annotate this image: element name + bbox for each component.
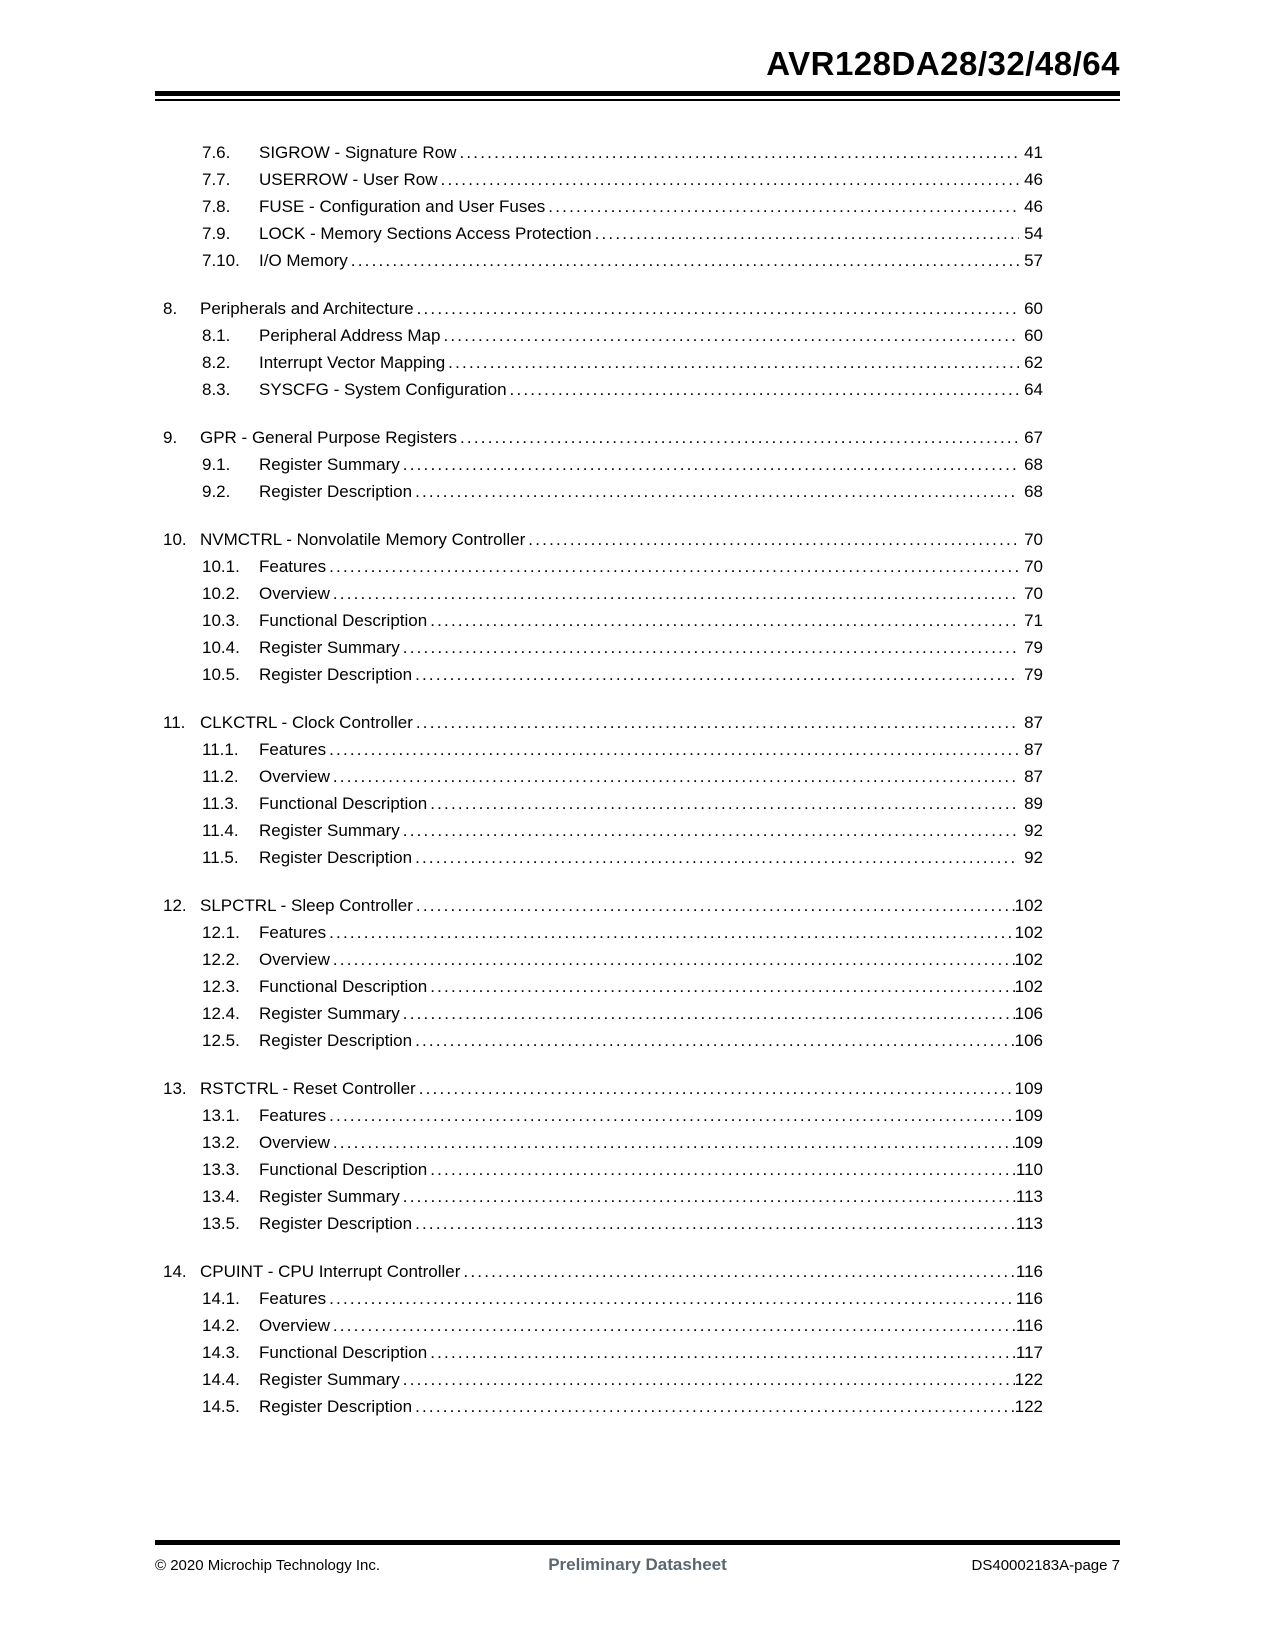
toc-entry-title: Features: [259, 1106, 327, 1125]
toc-leader-dots: [326, 1285, 1016, 1312]
toc-entry-title: USERROW - User Row: [259, 170, 438, 189]
toc-entry-number: 7.8.: [202, 197, 231, 216]
toc-leader-dots: [427, 790, 1019, 817]
toc-leader-dots: [412, 1393, 1015, 1420]
toc-entry-title: Register Summary: [259, 1004, 400, 1023]
toc-entry-title: Interrupt Vector Mapping: [259, 353, 446, 372]
toc-entry-number: 11.3.: [202, 794, 239, 813]
toc-leader-dots: [592, 220, 1019, 247]
toc-leader-dots: [348, 247, 1019, 274]
toc-leader-dots: [412, 844, 1019, 871]
toc-group: [155, 892, 1043, 1054]
toc-row: [155, 1027, 1043, 1054]
toc-entry-number: 14.2.: [202, 1316, 240, 1335]
toc-entry-title: Functional Description: [259, 794, 428, 813]
toc-entry-title: Features: [259, 923, 327, 942]
toc-entry-title: Register Summary: [259, 1187, 400, 1206]
toc-group: [155, 139, 1043, 274]
toc-entry-page: 122: [1014, 1370, 1043, 1389]
toc-leader-dots: [413, 709, 1019, 736]
toc-leader-dots: [440, 322, 1019, 349]
toc-row: [155, 736, 1043, 763]
toc-entry-title: Peripheral Address Map: [259, 326, 441, 345]
toc-group: [155, 709, 1043, 871]
toc-row: [155, 1129, 1043, 1156]
toc-entry-number: 13.: [163, 1079, 187, 1098]
toc-entry-title: Register Description: [259, 665, 413, 684]
toc-entry-number: 7.10.: [202, 251, 240, 270]
toc-entry-number: 7.7.: [202, 170, 231, 189]
toc-entry-number: 9.1.: [202, 455, 231, 474]
toc-entry-title: FUSE - Configuration and User Fuses: [259, 197, 546, 216]
toc-entry-title: Overview: [259, 1316, 330, 1335]
toc-leader-dots: [412, 1027, 1015, 1054]
toc-entry-title: I/O Memory: [259, 251, 348, 270]
toc-entry-number: 11.4.: [202, 821, 239, 840]
toc-entry-title: Register Description: [259, 1397, 413, 1416]
toc-entry-number: 12.1.: [202, 923, 240, 942]
toc-row: [155, 1210, 1043, 1237]
toc-entry-page: 67: [1024, 428, 1043, 447]
toc-entry-page: 70: [1024, 530, 1043, 549]
toc-entry-page: 46: [1024, 197, 1043, 216]
toc-row: [155, 1156, 1043, 1183]
toc-group: [155, 295, 1043, 403]
toc-leader-dots: [414, 295, 1019, 322]
toc-entry-title: GPR - General Purpose Registers: [200, 428, 457, 447]
footer-copyright: © 2020 Microchip Technology Inc.: [155, 1557, 381, 1574]
toc-row: [155, 790, 1043, 817]
toc-entry-number: 12.4.: [202, 1004, 240, 1023]
toc-entry-number: 13.2.: [202, 1133, 240, 1152]
toc-row: [155, 1075, 1043, 1102]
toc-row: [155, 1312, 1043, 1339]
toc-entry-page: 109: [1014, 1106, 1043, 1125]
toc-entry-number: 11.: [163, 713, 186, 732]
toc-row: [155, 322, 1043, 349]
toc-entry-page: 60: [1024, 326, 1043, 345]
toc-entry-page: 110: [1015, 1160, 1043, 1179]
toc: [155, 139, 1043, 1441]
toc-entry-title: SLPCTRL - Sleep Controller: [200, 896, 413, 915]
toc-leader-dots: [330, 1312, 1016, 1339]
toc-row: [155, 973, 1043, 1000]
toc-row: [155, 580, 1043, 607]
toc-entry-number: 7.6.: [202, 143, 231, 162]
toc-entry-page: 41: [1024, 143, 1043, 162]
toc-entry-number: 10.4.: [202, 638, 240, 657]
toc-entry-number: 14.5.: [202, 1397, 240, 1416]
toc-row: [155, 526, 1043, 553]
toc-leader-dots: [330, 580, 1019, 607]
toc-entry-title: LOCK - Memory Sections Access Protection: [259, 224, 592, 243]
toc-entry-title: Register Summary: [259, 1370, 400, 1389]
toc-entry-title: RSTCTRL - Reset Controller: [200, 1079, 416, 1098]
toc-entry-page: 102: [1014, 896, 1043, 915]
toc-row: [155, 1183, 1043, 1210]
toc-leader-dots: [330, 763, 1019, 790]
toc-leader-dots: [330, 946, 1015, 973]
toc-entry-number: 7.9.: [202, 224, 231, 243]
toc-entry-title: Functional Description: [259, 977, 428, 996]
toc-entry-number: 11.1.: [202, 740, 239, 759]
toc-row: [155, 607, 1043, 634]
toc-entry-title: Register Description: [259, 848, 413, 867]
toc-leader-dots: [438, 166, 1019, 193]
page-header: [155, 46, 1120, 101]
toc-entry-number: 14.: [163, 1262, 187, 1281]
toc-group: [155, 526, 1043, 688]
toc-row: [155, 844, 1043, 871]
toc-row: [155, 166, 1043, 193]
toc-entry-page: 68: [1024, 455, 1043, 474]
toc-entry-title: Functional Description: [259, 1343, 428, 1362]
toc-row: [155, 139, 1043, 166]
toc-leader-dots: [400, 451, 1019, 478]
toc-leader-dots: [413, 892, 1015, 919]
toc-row: [155, 1393, 1043, 1420]
toc-entry-page: 79: [1024, 665, 1043, 684]
toc-leader-dots: [326, 736, 1019, 763]
toc-entry-page: 79: [1024, 638, 1043, 657]
toc-leader-dots: [456, 139, 1019, 166]
toc-entry-number: 13.3.: [202, 1160, 240, 1179]
toc-leader-dots: [412, 1210, 1016, 1237]
toc-entry-page: 70: [1024, 584, 1043, 603]
toc-entry-number: 13.5.: [202, 1214, 240, 1233]
toc-entry-page: 116: [1015, 1289, 1043, 1308]
header-rule-thick: [155, 91, 1120, 96]
toc-leader-dots: [400, 1183, 1016, 1210]
toc-entry-title: Features: [259, 1289, 327, 1308]
toc-leader-dots: [400, 634, 1019, 661]
toc-row: [155, 763, 1043, 790]
toc-entry-page: 117: [1015, 1343, 1043, 1362]
toc-entry-title: Register Description: [259, 1214, 413, 1233]
toc-entry-page: 109: [1014, 1079, 1043, 1098]
footer-rule: [155, 1540, 1120, 1545]
toc-entry-page: 122: [1014, 1397, 1043, 1416]
toc-entry-number: 10.: [163, 530, 187, 549]
toc-entry-title: CPUINT - CPU Interrupt Controller: [200, 1262, 461, 1281]
toc-entry-page: 87: [1024, 767, 1043, 786]
toc-leader-dots: [427, 607, 1019, 634]
toc-entry-title: Register Description: [259, 482, 413, 501]
toc-leader-dots: [400, 817, 1019, 844]
toc-row: [155, 247, 1043, 274]
toc-entry-number: 8.2.: [202, 353, 231, 372]
toc-row: [155, 661, 1043, 688]
toc-entry-page: 71: [1024, 611, 1043, 630]
toc-row: [155, 1339, 1043, 1366]
page-footer: [155, 1553, 1120, 1579]
toc-entry-page: 92: [1024, 848, 1043, 867]
toc-entry-title: Peripherals and Architecture: [200, 299, 414, 318]
toc-row: [155, 295, 1043, 322]
toc-entry-page: 106: [1014, 1031, 1043, 1050]
toc-leader-dots: [400, 1366, 1015, 1393]
toc-entry-page: 87: [1024, 713, 1043, 732]
toc-leader-dots: [400, 1000, 1015, 1027]
toc-entry-title: Register Summary: [259, 638, 400, 657]
toc-entry-page: 46: [1024, 170, 1043, 189]
toc-entry-title: SYSCFG - System Configuration: [259, 380, 507, 399]
toc-row: [155, 1102, 1043, 1129]
toc-entry-title: SIGROW - Signature Row: [259, 143, 457, 162]
toc-row: [155, 478, 1043, 505]
toc-group: [155, 1075, 1043, 1237]
footer-page-number: DS40002183A-page 7: [971, 1557, 1120, 1574]
toc-leader-dots: [427, 1339, 1016, 1366]
toc-leader-dots: [330, 1129, 1015, 1156]
toc-leader-dots: [525, 526, 1019, 553]
toc-entry-number: 12.3.: [202, 977, 240, 996]
toc-leader-dots: [326, 1102, 1015, 1129]
toc-row: [155, 946, 1043, 973]
toc-entry-page: 102: [1014, 950, 1043, 969]
toc-entry-page: 92: [1024, 821, 1043, 840]
toc-entry-number: 14.1.: [202, 1289, 240, 1308]
toc-entry-number: 12.5.: [202, 1031, 240, 1050]
toc-group: [155, 424, 1043, 505]
toc-entry-number: 14.4.: [202, 1370, 240, 1389]
toc-entry-number: 13.4.: [202, 1187, 240, 1206]
toc-entry-number: 14.3.: [202, 1343, 240, 1362]
toc-entry-page: 116: [1015, 1316, 1043, 1335]
toc-row: [155, 1000, 1043, 1027]
toc-entry-page: 109: [1014, 1133, 1043, 1152]
toc-leader-dots: [326, 553, 1019, 580]
toc-entry-page: 89: [1024, 794, 1043, 813]
toc-leader-dots: [412, 478, 1019, 505]
toc-entry-page: 54: [1024, 224, 1043, 243]
toc-entry-number: 8.3.: [202, 380, 231, 399]
toc-entry-number: 10.3.: [202, 611, 240, 630]
toc-entry-page: 60: [1024, 299, 1043, 318]
toc-entry-number: 10.5.: [202, 665, 240, 684]
toc-entry-number: 11.2.: [202, 767, 239, 786]
footer-center: Preliminary Datasheet: [548, 1555, 727, 1574]
toc-entry-number: 10.1.: [202, 557, 240, 576]
toc-entry-number: 12.2.: [202, 950, 240, 969]
toc-entry-title: CLKCTRL - Clock Controller: [200, 713, 413, 732]
toc-entry-page: 87: [1024, 740, 1043, 759]
toc-entry-page: 64: [1024, 380, 1043, 399]
toc-leader-dots: [545, 193, 1019, 220]
toc-leader-dots: [416, 1075, 1015, 1102]
toc-row: [155, 1366, 1043, 1393]
toc-entry-title: Register Summary: [259, 455, 400, 474]
toc-entry-title: Features: [259, 557, 327, 576]
toc-row: [155, 220, 1043, 247]
toc-row: [155, 553, 1043, 580]
toc-entry-page: 102: [1014, 923, 1043, 942]
toc-row: [155, 193, 1043, 220]
toc-entry-title: Overview: [259, 1133, 330, 1152]
toc-row: [155, 1285, 1043, 1312]
toc-entry-page: 113: [1015, 1214, 1043, 1233]
toc-row: [155, 1258, 1043, 1285]
toc-row: [155, 817, 1043, 844]
toc-entry-number: 12.: [163, 896, 187, 915]
toc-entry-page: 116: [1015, 1262, 1043, 1281]
toc-row: [155, 424, 1043, 451]
toc-entry-page: 106: [1014, 1004, 1043, 1023]
toc-entry-page: 113: [1015, 1187, 1043, 1206]
toc-entry-title: Features: [259, 740, 327, 759]
toc-entry-page: 70: [1024, 557, 1043, 576]
toc-entry-title: Functional Description: [259, 611, 428, 630]
toc-entry-number: 8.: [163, 299, 178, 318]
toc-leader-dots: [445, 349, 1019, 376]
toc-entry-page: 102: [1014, 977, 1043, 996]
toc-entry-title: Overview: [259, 584, 330, 603]
toc-entry-number: 13.1.: [202, 1106, 240, 1125]
toc-row: [155, 892, 1043, 919]
toc-row: [155, 451, 1043, 478]
toc-leader-dots: [427, 973, 1014, 1000]
toc-group: [155, 1258, 1043, 1420]
toc-entry-number: 11.5.: [202, 848, 239, 867]
document-title: AVR128DA28/32/48/64: [766, 45, 1120, 82]
toc-entry-title: Overview: [259, 767, 330, 786]
toc-entry-page: 57: [1024, 251, 1043, 270]
toc-leader-dots: [326, 919, 1015, 946]
toc-entry-page: 62: [1024, 353, 1043, 372]
toc-leader-dots: [412, 661, 1019, 688]
toc-row: [155, 709, 1043, 736]
toc-entry-number: 9.: [163, 428, 178, 447]
toc-leader-dots: [457, 424, 1019, 451]
header-rule-thin: [155, 99, 1120, 101]
toc-leader-dots: [507, 376, 1019, 403]
toc-entry-title: Functional Description: [259, 1160, 428, 1179]
toc-leader-dots: [460, 1258, 1015, 1285]
toc-leader-dots: [427, 1156, 1016, 1183]
toc-row: [155, 376, 1043, 403]
toc-entry-number: 8.1.: [202, 326, 231, 345]
toc-row: [155, 349, 1043, 376]
toc-entry-number: 10.2.: [202, 584, 240, 603]
toc-entry-title: NVMCTRL - Nonvolatile Memory Controller: [200, 530, 526, 549]
toc-row: [155, 919, 1043, 946]
toc-entry-title: Register Description: [259, 1031, 413, 1050]
toc-entry-number: 9.2.: [202, 482, 231, 501]
toc-entry-page: 68: [1024, 482, 1043, 501]
toc-entry-title: Overview: [259, 950, 330, 969]
toc-entry-title: Register Summary: [259, 821, 400, 840]
toc-row: [155, 634, 1043, 661]
